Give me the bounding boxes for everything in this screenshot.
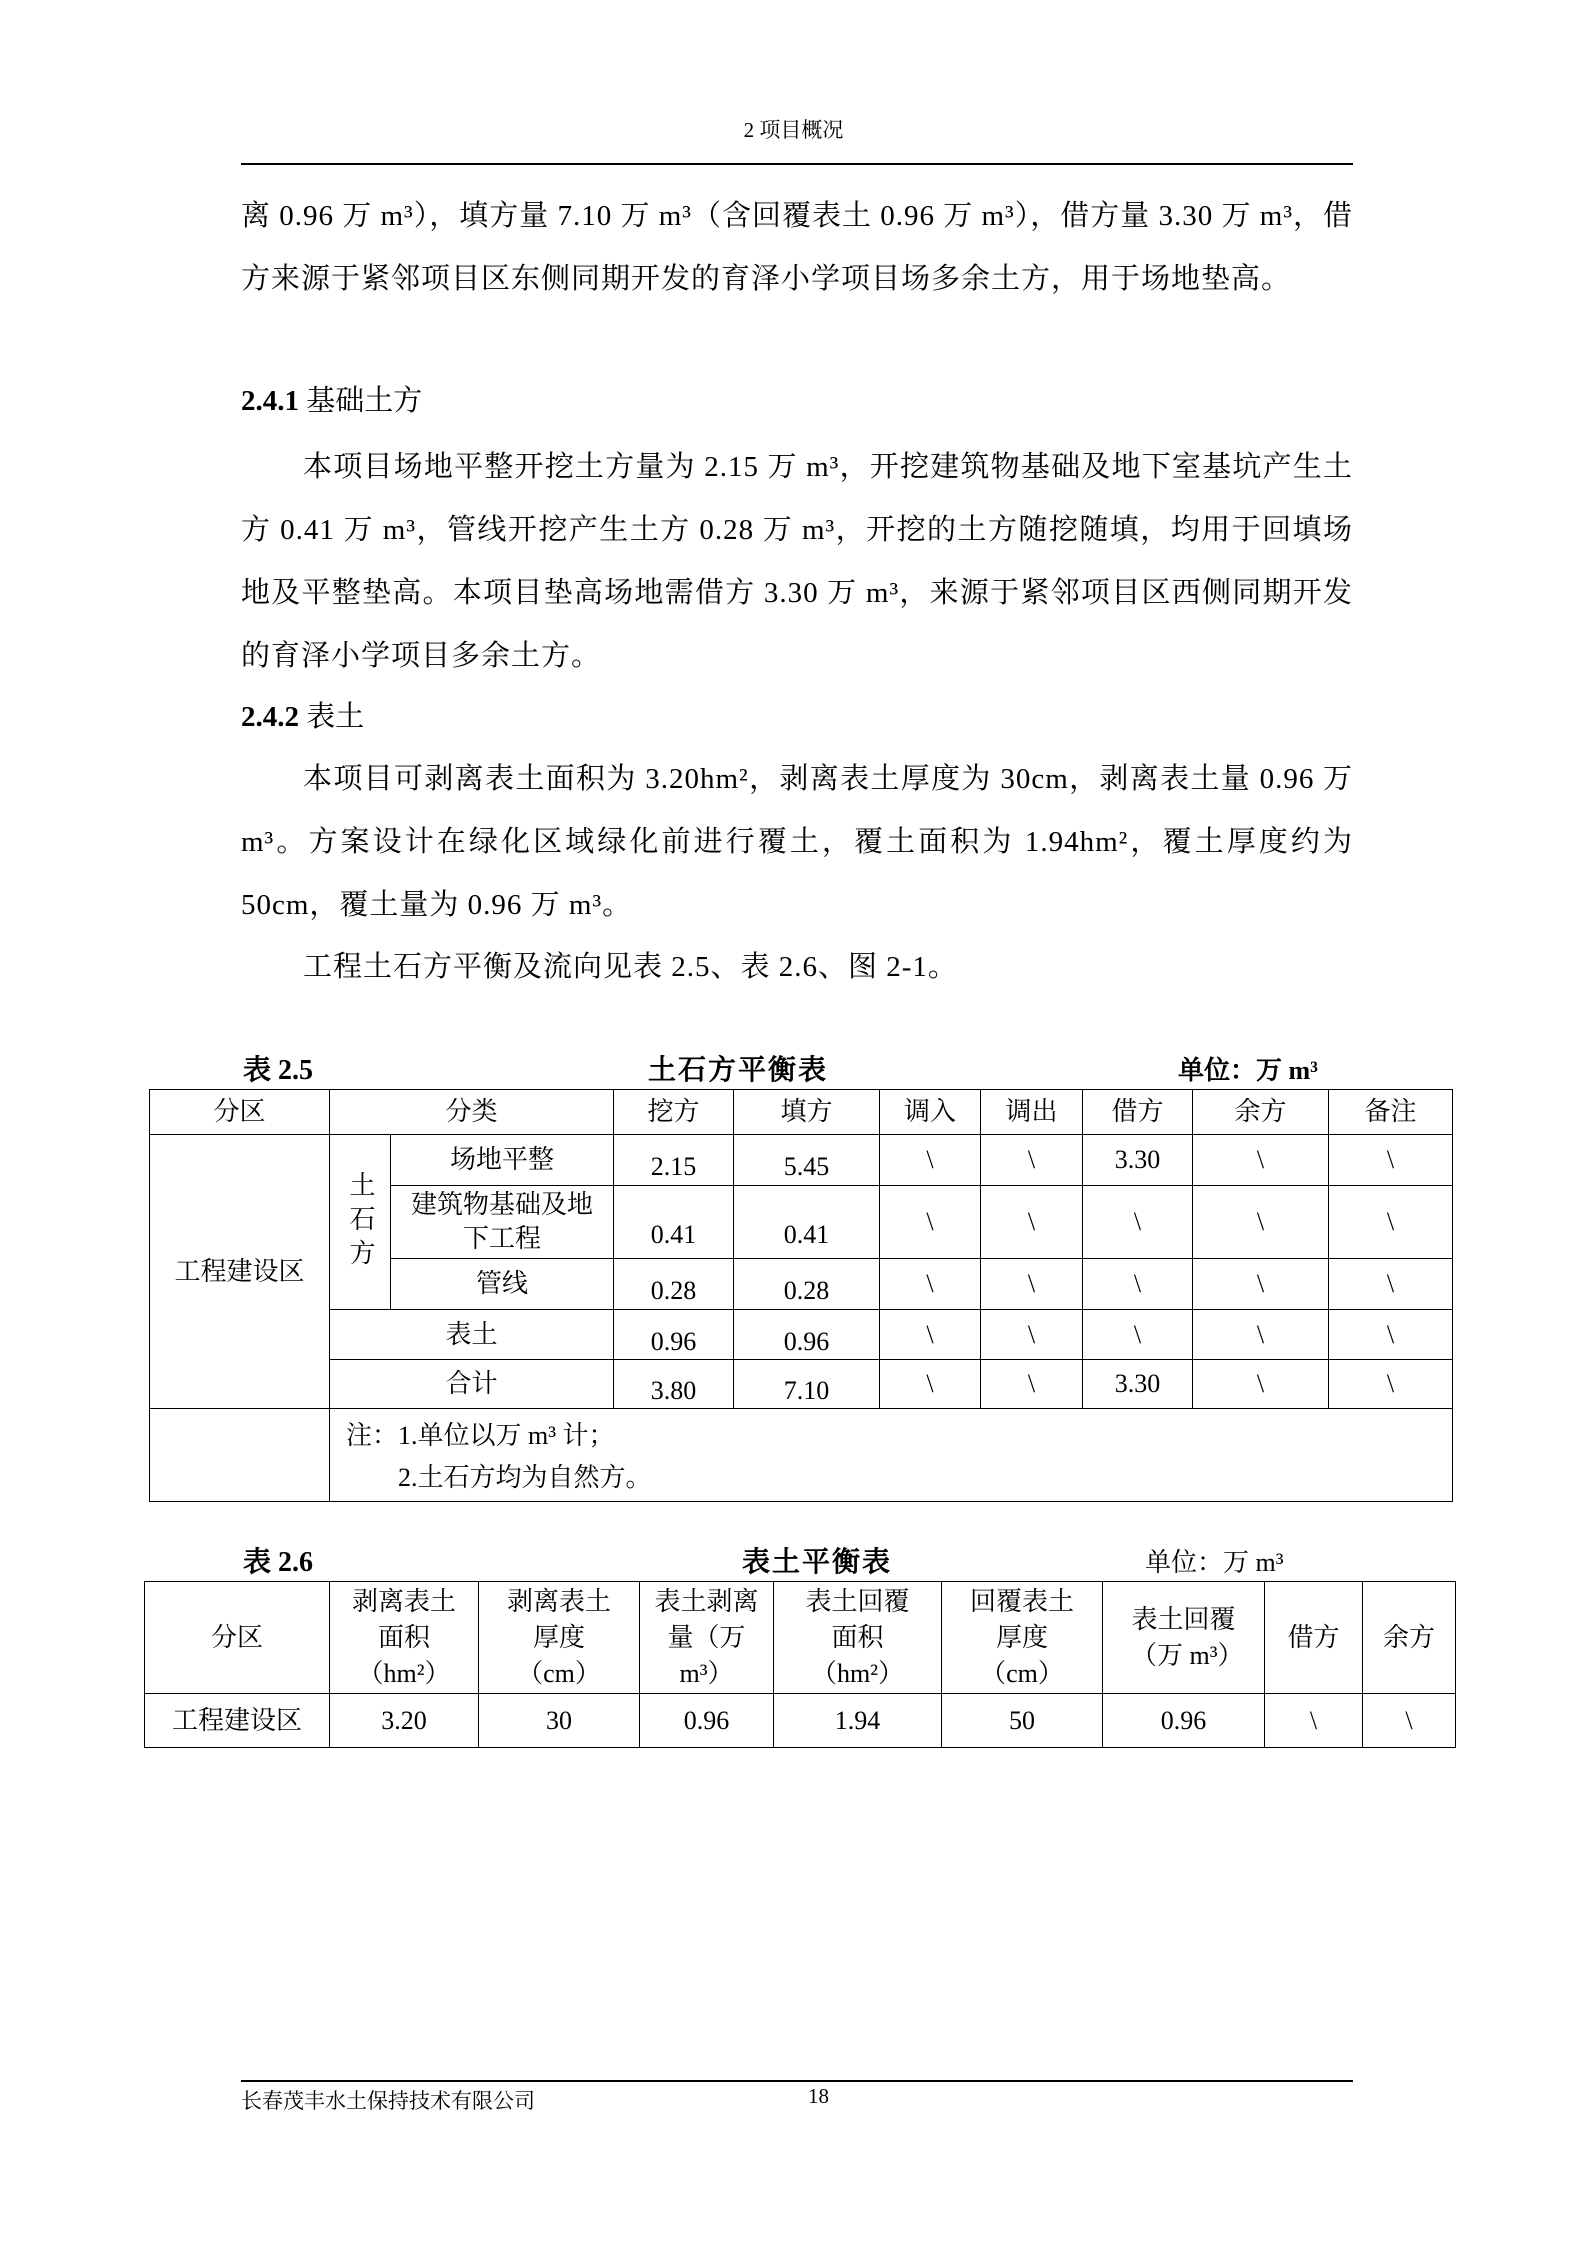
header-surplus: 余方 bbox=[1363, 1582, 1456, 1694]
section-heading-2-4-2 bbox=[241, 694, 364, 735]
footer-company: 长春茂丰水土保持技术有限公司 bbox=[241, 2089, 535, 2113]
table-header-row bbox=[145, 1582, 1456, 1694]
in-cell: \ bbox=[880, 1310, 981, 1360]
out-cell: \ bbox=[981, 1135, 1083, 1186]
table-2-6-unit: 单位：万 m³ bbox=[1145, 1548, 1284, 1577]
in-cell: \ bbox=[880, 1186, 981, 1259]
strip-volume-cell: 0.96 bbox=[640, 1694, 774, 1748]
remark-cell: \ bbox=[1329, 1360, 1453, 1409]
header-cover-volume: 表土回覆（万 m³） bbox=[1103, 1582, 1265, 1694]
in-cell: \ bbox=[880, 1360, 981, 1409]
header-zone: 分区 bbox=[145, 1582, 330, 1694]
header-zone: 分区 bbox=[150, 1090, 330, 1135]
table-2-6-title: 表土平衡表 bbox=[742, 1547, 893, 1578]
borrow-cell: \ bbox=[1265, 1694, 1363, 1748]
header-cover-thickness: 回覆表土厚度（cm） bbox=[942, 1582, 1103, 1694]
surplus-cell: \ bbox=[1193, 1259, 1329, 1310]
header-fill: 填方 bbox=[734, 1090, 880, 1135]
strip-area-cell: 3.20 bbox=[330, 1694, 479, 1748]
page-number: 18 bbox=[808, 2084, 829, 2108]
cut-cell: 0.96 bbox=[614, 1310, 734, 1360]
section-title: 表土 bbox=[306, 701, 365, 733]
header-cut: 挖方 bbox=[614, 1090, 734, 1135]
table-2-6 bbox=[144, 1581, 1456, 1748]
header-strip-thickness: 剥离表土厚度（cm） bbox=[479, 1582, 640, 1694]
cut-cell: 0.41 bbox=[614, 1186, 734, 1259]
fill-cell: 0.41 bbox=[734, 1186, 880, 1259]
intro-paragraph: 离 0.96 万 m³），填方量 7.10 万 m³（含回覆表土 0.96 万 m³），借方量 3.30 万 m³，借方来源于紧邻项目区东侧同期开发的育泽小学项目场多余土方，用于场地垫高。 bbox=[241, 200, 1354, 295]
zone-cell: 工程建设区 bbox=[145, 1694, 330, 1748]
borrow-cell: 3.30 bbox=[1083, 1135, 1193, 1186]
header-strip-volume: 表土剥离量（万 m³） bbox=[640, 1582, 774, 1694]
cover-thickness-cell: 50 bbox=[942, 1694, 1103, 1748]
header-remark: 备注 bbox=[1329, 1090, 1453, 1135]
cut-cell: 3.80 bbox=[614, 1360, 734, 1409]
group-cell: 土石方 bbox=[330, 1135, 391, 1310]
cover-volume-cell: 0.96 bbox=[1103, 1694, 1265, 1748]
table-2-5-title: 土石方平衡表 bbox=[648, 1055, 829, 1086]
zone-cell: 工程建设区 bbox=[150, 1135, 330, 1409]
fill-cell: 7.10 bbox=[734, 1360, 880, 1409]
table-header-row bbox=[150, 1090, 1453, 1135]
note-1: 注：1.单位以万 m³ 计； bbox=[346, 1421, 615, 1450]
fill-cell: 0.96 bbox=[734, 1310, 880, 1360]
table-reference-paragraph: 工程土石方平衡及流向见表 2.5、表 2.6、图 2-1。 bbox=[303, 951, 958, 983]
in-cell: \ bbox=[880, 1135, 981, 1186]
header-rule bbox=[241, 163, 1353, 165]
table-2-5-label: 表 2.5 bbox=[243, 1055, 314, 1086]
borrow-cell: \ bbox=[1083, 1259, 1193, 1310]
header-borrow: 借方 bbox=[1265, 1582, 1363, 1694]
borrow-cell: \ bbox=[1083, 1310, 1193, 1360]
category-cell: 建筑物基础及地下工程 bbox=[391, 1186, 614, 1259]
remark-cell: \ bbox=[1329, 1310, 1453, 1360]
cover-area-cell: 1.94 bbox=[774, 1694, 942, 1748]
out-cell: \ bbox=[981, 1310, 1083, 1360]
section-number: 2.4.2 bbox=[241, 701, 299, 733]
header-category: 分类 bbox=[330, 1090, 614, 1135]
section-2-4-2-paragraph: 本项目可剥离表土面积为 3.20hm²，剥离表土厚度为 30cm，剥离表土量 0.96 万 m³。方案设计在绿化区域绿化前进行覆土，覆土面积为 1.94hm²，覆土厚度约为 50cm，覆土量为 0.96 万 m³。 bbox=[241, 763, 1353, 921]
note-2: 2.土石方均为自然方。 bbox=[398, 1463, 652, 1492]
borrow-cell: 3.30 bbox=[1083, 1360, 1193, 1409]
notes-spacer bbox=[150, 1409, 330, 1502]
out-cell: \ bbox=[981, 1186, 1083, 1259]
surplus-cell: \ bbox=[1193, 1360, 1329, 1409]
header-surplus: 余方 bbox=[1193, 1090, 1329, 1135]
category-cell: 场地平整 bbox=[391, 1135, 614, 1186]
notes-cell bbox=[330, 1409, 1453, 1502]
remark-cell: \ bbox=[1329, 1135, 1453, 1186]
in-cell: \ bbox=[880, 1259, 981, 1310]
out-cell: \ bbox=[981, 1360, 1083, 1409]
borrow-cell: \ bbox=[1083, 1186, 1193, 1259]
header-transfer-in: 调入 bbox=[880, 1090, 981, 1135]
category-cell: 管线 bbox=[391, 1259, 614, 1310]
table-2-6-label: 表 2.6 bbox=[243, 1547, 314, 1578]
table-row bbox=[145, 1694, 1456, 1748]
strip-thickness-cell: 30 bbox=[479, 1694, 640, 1748]
surplus-cell: \ bbox=[1193, 1135, 1329, 1186]
footer-rule bbox=[241, 2080, 1353, 2082]
cut-cell: 0.28 bbox=[614, 1259, 734, 1310]
section-title: 基础土方 bbox=[306, 385, 423, 417]
header-strip-area: 剥离表土面积（hm²） bbox=[330, 1582, 479, 1694]
table-row bbox=[150, 1135, 1453, 1186]
category-cell: 表土 bbox=[330, 1310, 614, 1360]
header-transfer-out: 调出 bbox=[981, 1090, 1083, 1135]
cut-cell: 2.15 bbox=[614, 1135, 734, 1186]
table-2-5-unit: 单位：万 m³ bbox=[1178, 1056, 1318, 1085]
running-header: 2 项目概况 bbox=[743, 118, 844, 142]
surplus-cell: \ bbox=[1193, 1310, 1329, 1360]
remark-cell: \ bbox=[1329, 1259, 1453, 1310]
surplus-cell: \ bbox=[1193, 1186, 1329, 1259]
section-number: 2.4.1 bbox=[241, 385, 299, 417]
table-total-row bbox=[150, 1360, 1453, 1409]
table-row bbox=[150, 1310, 1453, 1360]
fill-cell: 5.45 bbox=[734, 1135, 880, 1186]
out-cell: \ bbox=[981, 1259, 1083, 1310]
category-cell: 合计 bbox=[330, 1360, 614, 1409]
table-notes-row bbox=[150, 1409, 1453, 1502]
surplus-cell: \ bbox=[1363, 1694, 1456, 1748]
header-cover-area: 表土回覆面积（hm²） bbox=[774, 1582, 942, 1694]
section-2-4-1-paragraph: 本项目场地平整开挖土方量为 2.15 万 m³，开挖建筑物基础及地下室基坑产生土方 0.41 万 m³，管线开挖产生土方 0.28 万 m³，开挖的土方随挖随填，均用于回填场地及平整垫高。本项目垫高场地需借方 3.30 万 m³，来源于紧邻项目区西侧同期开发的育泽小学项目多余土方。 bbox=[241, 451, 1353, 672]
header-borrow: 借方 bbox=[1083, 1090, 1193, 1135]
fill-cell: 0.28 bbox=[734, 1259, 880, 1310]
section-heading-2-4-1 bbox=[241, 378, 422, 419]
remark-cell: \ bbox=[1329, 1186, 1453, 1259]
table-2-5 bbox=[149, 1089, 1453, 1502]
